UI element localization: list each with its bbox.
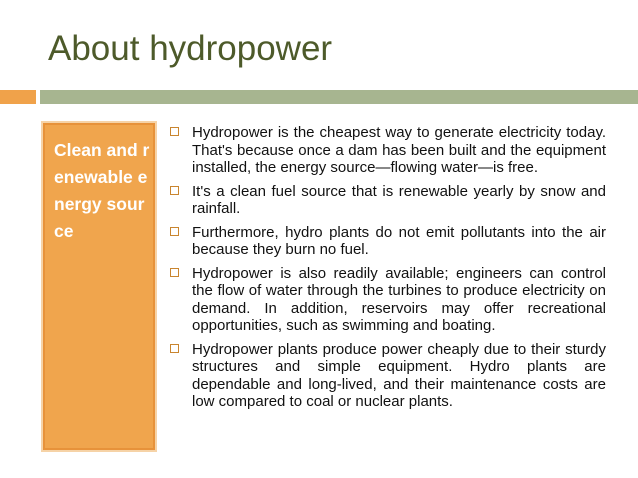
green-divider-bar	[40, 90, 638, 104]
bullet-item	[168, 183, 606, 218]
bullet-item	[168, 341, 606, 411]
bullet-text: Hydropower is also readily available; engineers can control the flow of water through the turbines to produce electricity on demand. In addition, reservoirs may offer recreational opportunities, such as swimming and boating.	[192, 264, 606, 334]
bullet-item	[168, 265, 606, 335]
square-bullet-icon	[170, 344, 179, 353]
bullet-list	[168, 124, 606, 417]
sidebar-label: Clean and renewable energy source	[54, 140, 150, 241]
square-bullet-icon	[170, 268, 179, 277]
bullet-text: It's a clean fuel source that is renewable yearly by snow and rainfall.	[192, 182, 606, 217]
square-bullet-icon	[170, 127, 179, 136]
bullet-item	[168, 124, 606, 177]
sidebar-box	[41, 121, 157, 452]
square-bullet-icon	[170, 227, 179, 236]
bullet-text: Hydropower plants produce power cheaply due to their sturdy structures and simple equipment. Hydro plants are dependable and long-lived, and their maintenance costs are low compared to coal or nuclear plants.	[192, 340, 606, 410]
bullet-text: Furthermore, hydro plants do not emit pollutants into the air because they burn no fuel.	[192, 223, 606, 258]
bullet-item	[168, 224, 606, 259]
slide-title: About hydropower	[48, 29, 333, 68]
square-bullet-icon	[170, 186, 179, 195]
bullet-text: Hydropower is the cheapest way to generate electricity today. That's because once a dam has been built and the equipment installed, the energy source—flowing water—is free.	[192, 124, 606, 176]
orange-accent-bar	[0, 90, 36, 104]
